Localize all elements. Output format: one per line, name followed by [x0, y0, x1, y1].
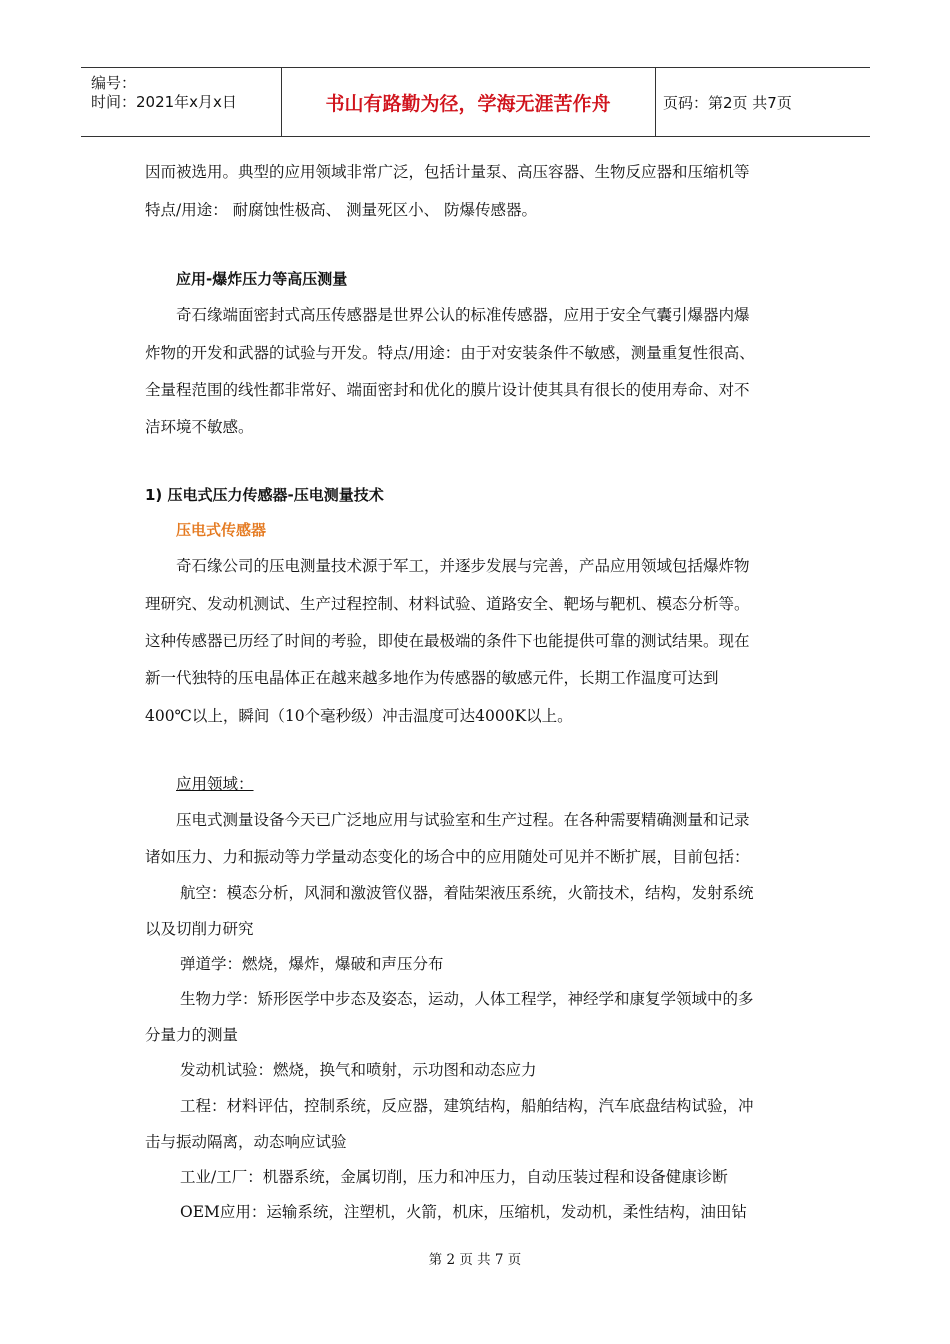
applications-heading: 应用领域： [176, 775, 254, 793]
list-item-cont: 分量力的测量 [145, 1026, 239, 1044]
subsection-heading: 压电式传感器 [176, 521, 267, 539]
list-item: OEM应用：运输系统，注塑机，火箭，机床，压缩机，发动机，柔性结构，油田钻 [180, 1203, 747, 1221]
number-label: 编号： [91, 74, 137, 92]
list-item: 发动机试验：燃烧，换气和喷射，示功图和动态应力 [180, 1061, 537, 1079]
page-header [81, 67, 870, 137]
list-item-cont: 击与振动隔离，动态响应试验 [145, 1133, 347, 1151]
header-meta [81, 68, 282, 136]
header-page-info: 页码：第2页 共7页 [663, 93, 792, 112]
time-label: 时间：2021年x月x日 [91, 93, 237, 111]
list-item: 航空：模态分析，风洞和激波管仪器，着陆架液压系统，火箭技术，结构，发射系统 [180, 884, 754, 902]
body-line: 炸物的开发和武器的试验与开发。特点/用途：由于对安装条件不敏感，测量重复性很高、 [145, 344, 755, 362]
section-heading: 1) 压电式压力传感器-压电测量技术 [145, 486, 384, 504]
list-item-cont: 以及切削力研究 [145, 920, 254, 938]
body-line: 奇石缘公司的压电测量技术源于军工，并逐步发展与完善，产品应用领域包括爆炸物 [176, 557, 750, 575]
body-line: 特点/用途： 耐腐蚀性极高、 测量死区小、 防爆传感器。 [145, 201, 538, 219]
list-item: 弹道学：燃烧，爆炸，爆破和声压分布 [180, 955, 444, 973]
list-item: 工程：材料评估，控制系统，反应器，建筑结构，船舶结构，汽车底盘结构试验，冲 [180, 1097, 754, 1115]
body-line: 400℃以上，瞬间（10个毫秒级）冲击温度可达4000K以上。 [145, 707, 573, 725]
body-line: 奇石缘端面密封式高压传感器是世界公认的标准传感器，应用于安全气囊引爆器内爆 [176, 306, 750, 324]
page-footer: 第 2 页 共 7 页 [428, 1252, 522, 1268]
body-line: 因而被选用。典型的应用领域非常广泛，包括计量泵、高压容器、生物反应器和压缩机等 [145, 163, 750, 181]
body-line: 诸如压力、力和振动等力学量动态变化的场合中的应用随处可见并不断扩展，目前包括： [145, 848, 750, 866]
list-item: 生物力学：矫形医学中步态及姿态，运动，人体工程学，神经学和康复学领域中的多 [180, 990, 754, 1008]
section-heading: 应用-爆炸压力等高压测量 [176, 270, 348, 288]
body-line: 压电式测量设备今天已广泛地应用与试验室和生产过程。在各种需要精确测量和记录 [176, 811, 750, 829]
body-line: 理研究、发动机测试、生产过程控制、材料试验、道路安全、靶场与靶机、模态分析等。 [145, 595, 750, 613]
body-line: 新一代独特的压电晶体正在越来越多地作为传感器的敏感元件，长期工作温度可达到 [145, 669, 719, 687]
list-item: 工业/工厂：机器系统，金属切削，压力和冲压力，自动压装过程和设备健康诊断 [180, 1168, 728, 1186]
body-line: 这种传感器已历经了时间的考验，即使在最极端的条件下也能提供可靠的测试结果。现在 [145, 632, 750, 650]
body-line: 全量程范围的线性都非常好、端面密封和优化的膜片设计使其具有很长的使用寿命、对不 [145, 381, 750, 399]
header-motto: 书山有路勤为径，学海无涯苦作舟 [281, 68, 656, 136]
body-line: 洁环境不敏感。 [145, 418, 254, 436]
